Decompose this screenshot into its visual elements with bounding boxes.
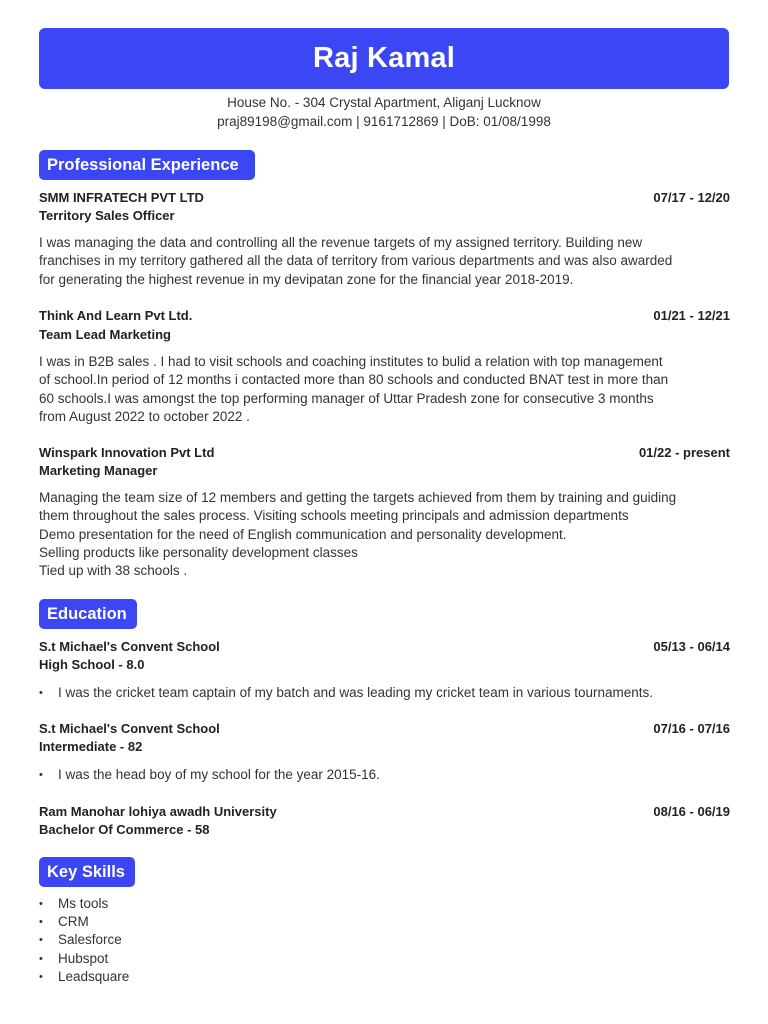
list-item: • Salesforce <box>39 931 129 949</box>
list-item: • CRM <box>39 913 129 931</box>
list-item: • Leadsquare <box>39 968 129 986</box>
list-item: • I was the head boy of my school for the year 2015-16. <box>39 766 380 784</box>
education-dates: 05/13 - 06/14 <box>653 639 730 654</box>
description-line: from August 2022 to october 2022 . <box>39 408 250 424</box>
description-line: Demo presentation for the need of English communication and personality development. <box>39 526 567 542</box>
job-description <box>39 353 731 426</box>
job-description <box>39 489 731 580</box>
education-bullets <box>39 684 653 702</box>
degree-result: High School - 8.0 <box>39 657 145 672</box>
description-line: them throughout the sales process. Visiting schools meeting principals and admission departments <box>39 508 629 524</box>
education-bullets <box>39 766 380 784</box>
job-role: Team Lead Marketing <box>39 327 171 342</box>
bullet-icon: • <box>39 898 43 910</box>
school-name: Ram Manohar lohiya awadh University <box>39 804 277 819</box>
description-line: I was in B2B sales . I had to visit schools and coaching institutes to bulid a relation with top management <box>39 354 663 369</box>
address-line: House No. - 304 Crystal Apartment, Aliganj Lucknow <box>227 95 541 110</box>
school-name: S.t Michael's Convent School <box>39 721 220 736</box>
description-line: Selling products like personality development classes <box>39 544 358 560</box>
skills-list <box>39 895 129 986</box>
section-title-education: Education <box>39 599 137 629</box>
description-line: for generating the highest revenue in my devipatan zone for the financial year 2018-2019. <box>39 271 574 287</box>
description-line: of school.In period of 12 months i contacted more than 80 schools and conducted BNAT test in more than <box>39 372 669 388</box>
job-description <box>39 234 731 289</box>
bullet-icon: • <box>39 769 43 781</box>
bullet-icon: • <box>39 952 43 965</box>
company-name: SMM INFRATECH PVT LTD <box>39 190 204 205</box>
description-line: Managing the team size of 12 members and getting the targets achieved from them by training and guiding <box>39 490 677 505</box>
school-name: S.t Michael's Convent School <box>39 639 220 654</box>
description-line: I was managing the data and controlling all the revenue targets of my assigned territory. Building new <box>39 235 643 250</box>
candidate-name: Raj Kamal <box>312 42 456 74</box>
job-dates: 01/21 - 12/21 <box>653 308 730 323</box>
bullet-icon: • <box>39 934 43 947</box>
degree-result: Bachelor Of Commerce - 58 <box>39 822 210 837</box>
job-role: Territory Sales Officer <box>39 208 175 223</box>
job-dates: 01/22 - present <box>638 445 730 460</box>
job-dates: 07/17 - 12/20 <box>653 190 730 205</box>
education-dates: 07/16 - 07/16 <box>653 721 730 736</box>
description-line: franchises in my territory gathered all the data of territory from various departments and was also awarded <box>39 253 673 269</box>
list-item: • Ms tools <box>39 895 129 913</box>
list-item: • I was the cricket team captain of my batch and was leading my cricket team in various tournaments. <box>39 684 653 702</box>
degree-result: Intermediate - 82 <box>39 739 143 754</box>
bullet-icon: • <box>39 970 43 983</box>
list-item: • Hubspot <box>39 950 129 968</box>
education-dates: 08/16 - 06/19 <box>653 804 730 819</box>
contact-line: praj89198@gmail.com | 9161712869 | DoB: 01/08/1998 <box>217 114 551 129</box>
section-title-skills: Key Skills <box>39 857 135 887</box>
section-title-experience: Professional Experience <box>39 150 255 180</box>
bullet-icon: • <box>39 916 43 929</box>
company-name: Think And Learn Pvt Ltd. <box>39 308 193 323</box>
description-line: 60 schools.I was amongst the top performing manager of Uttar Pradesh zone for consecutive 3 months <box>39 390 654 406</box>
company-name: Winspark Innovation Pvt Ltd <box>39 445 215 460</box>
description-line: Tied up with 38 schools . <box>39 563 188 579</box>
name-banner <box>39 28 729 89</box>
job-role: Marketing Manager <box>39 463 158 478</box>
bullet-icon: • <box>39 687 43 699</box>
